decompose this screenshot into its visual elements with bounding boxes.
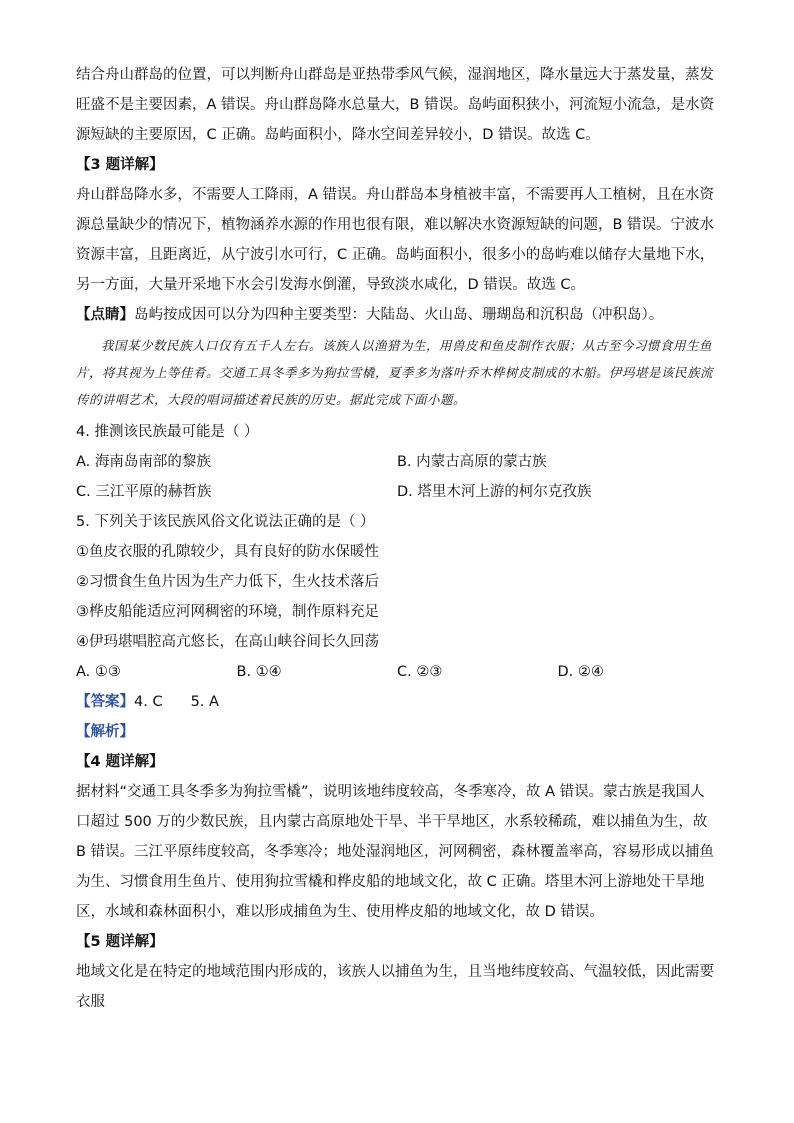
analysis-label: 【解析】 <box>76 724 134 740</box>
answer-line <box>76 687 718 717</box>
q5-options <box>76 657 718 687</box>
tip-paragraph <box>76 300 718 330</box>
answer-5: 5. A <box>190 694 219 710</box>
q5-stem: 5. 下列关于该民族风俗文化说法正确的是（ ） <box>76 514 375 530</box>
q4-option-b: B. 内蒙古高原的蒙古族 <box>397 454 547 470</box>
q3-detail-body: 舟山群岛降水多，不需要人工降雨，A 错误。舟山群岛本身植被丰富，不需要再人工植树，且在水资源总量缺少的情况下，植物涵养水源的作用也很有限，难以解决水资源短缺的问题，B 错误。宁波水资源丰富，且距离近，从宁波引水可行，C 正确。岛屿面积小，很多小的岛屿难以储存大量地下水，另一方面，大量开采地下水会引发海水倒灌，导致淡水咸化，D 错误。故选 C。 <box>76 187 715 293</box>
q4-detail-body: 据材料“交通工具冬季多为狗拉雪橇”，说明该地纬度较高，冬季寒冷，故 A 错误。蒙古族是我国人口超过 500 万的少数民族，且内蒙古高原地处干旱、半干旱地区，水系较稀疏，难以捕鱼为生，故 B 错误。三江平原纬度较高，冬季寒冷；地处湿润地区，河网稠密，森林覆盖率高，容易形成以捕鱼为生、习惯食用生鱼片、使用狗拉雪橇和桦皮船的地域文化，故 C 正确。塔里木河上游地处干旱地区，水域和森林面积小，难以形成捕鱼为生、使用桦皮船的地域文化，故 D 错误。 <box>76 784 715 920</box>
q4-option-d: D. 塔里木河上游的柯尔克孜族 <box>397 484 592 500</box>
q5-detail-heading: 【5 题详解】 <box>76 934 164 950</box>
q3-detail-heading: 【3 题详解】 <box>76 157 164 173</box>
q5-option-c: C. ②③ <box>397 664 443 680</box>
tip-text: 岛屿按成因可以分为四种主要类型：大陆岛、火山岛、珊瑚岛和沉积岛（冲积岛）。 <box>134 307 664 323</box>
q5-option-a: A. ①③ <box>76 664 121 680</box>
q5-statement-1: ①鱼皮衣服的孔隙较少，具有良好的防水保暖性 <box>76 544 379 560</box>
q5-statement-2: ②习惯食生鱼片因为生产力低下，生火技术落后 <box>76 574 379 590</box>
tip-label: 【点睛】 <box>76 307 134 323</box>
q4-options <box>76 447 718 507</box>
question-material: 我国某少数民族人口仅有五千人左右。该族人以渔猎为生，用兽皮和鱼皮制作衣服；从古至今习惯食用生鱼片，将其视为上等佳肴。交通工具冬季多为狗拉雪橇，夏季多为落叶乔木桦树皮制成的木船。伊玛堪是该民族流传的讲唱艺术，大段的唱词描述着民族的历史。据此完成下面小题。 <box>76 338 714 407</box>
q4-stem: 4. 推测该民族最可能是（ ） <box>76 424 259 440</box>
q4-detail-heading: 【4 题详解】 <box>76 754 164 770</box>
q4-option-a: A. 海南岛南部的黎族 <box>76 454 211 470</box>
answer-4: 4. C <box>134 694 163 710</box>
q5-statement-3: ③桦皮船能适应河网稠密的环境，制作原料充足 <box>76 604 379 620</box>
q5-statement-4: ④伊玛堪唱腔高亢悠长，在高山峡谷间长久回荡 <box>76 634 379 650</box>
answer-label: 【答案】 <box>76 694 134 710</box>
q5-detail-body: 地域文化是在特定的地域范围内形成的，该族人以捕鱼为生，且当地纬度较高、气温较低，因此需要衣服 <box>76 964 714 1010</box>
paragraph-q2-explanation: 结合舟山群岛的位置，可以判断舟山群岛是亚热带季风气候，湿润地区，降水量远大于蒸发量，蒸发旺盛不是主要因素，A 错误。舟山群岛降水总量大，B 错误。岛屿面积狭小，河流短小流急，是水资源短缺的主要原因，C 正确。岛屿面积小，降水空间差异较小，D 错误。故选 C。 <box>76 67 715 143</box>
q5-option-b: B. ①④ <box>236 664 282 680</box>
q5-option-d: D. ②④ <box>557 664 604 680</box>
q4-option-c: C. 三江平原的赫哲族 <box>76 484 212 500</box>
